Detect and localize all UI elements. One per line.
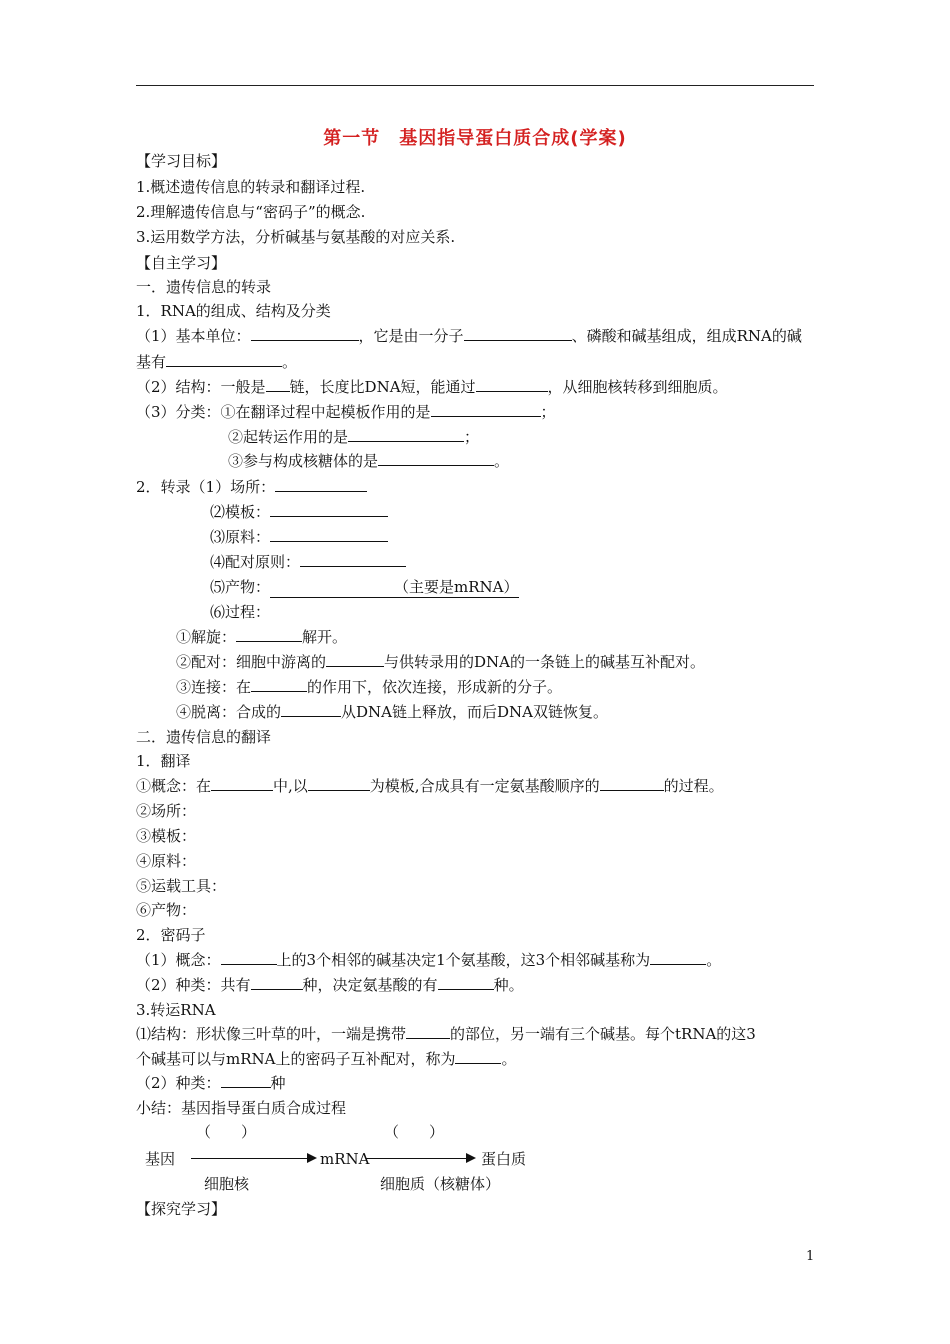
transcription-material [210, 527, 388, 547]
trans-place-label: 2．转录（1）场所： [136, 478, 276, 496]
goal-item-1: 1.概述遗传信息的转录和翻译过程. [136, 178, 366, 196]
concept-text: 中,以 [273, 777, 308, 795]
step4-text: 从DNA链上释放，而后DNA双链恢复。 [341, 703, 608, 721]
blank-field[interactable] [431, 402, 541, 417]
type-2-text: ②起转运作用的是 [228, 428, 349, 446]
transcription-product [210, 577, 519, 598]
transcription-rule [210, 552, 406, 572]
codon-concept [136, 950, 721, 970]
self-study-header: 【自主学习】 [136, 254, 227, 272]
blank-field[interactable] [455, 1049, 501, 1064]
blank-field[interactable] [378, 451, 494, 466]
flow-arrow-1 [191, 1158, 315, 1159]
goals-header: 【学习目标】 [136, 152, 227, 170]
blank-field[interactable] [326, 652, 384, 667]
concept-text: 为模板,合成具有一定氨基酸顺序的 [369, 777, 600, 795]
codon-kind-end: 种。 [493, 976, 524, 994]
flow-paren-2: （ ） [384, 1123, 445, 1141]
trans-rule-label: ⑷配对原则： [210, 553, 301, 571]
part1-title: 一．遗传信息的转录 [136, 278, 272, 296]
trna-structure-text: 个碱基可以与mRNA上的密码子互补配对，称为 [136, 1050, 456, 1068]
rna-title: 1．RNA的组成、结构及分类 [136, 302, 331, 320]
blank-field[interactable] [251, 326, 359, 341]
blank-field[interactable] [275, 477, 367, 492]
blank-field[interactable] [266, 377, 290, 392]
structure-text: 链，长度比DNA短，能通过 [289, 378, 476, 396]
trans-product-label: ⑸产物： [210, 578, 271, 596]
summary-title: 小结：基因指导蛋白质合成过程 [136, 1099, 347, 1117]
trna-structure-1 [136, 1024, 756, 1044]
blank-field[interactable] [251, 975, 303, 990]
blank-field[interactable] [438, 975, 494, 990]
blank-field[interactable] [600, 776, 664, 791]
translation-place: ②场所： [136, 802, 197, 820]
blank-field[interactable] [348, 427, 464, 442]
codon-kind-label: （2）种类：共有 [136, 976, 251, 994]
trans-product-note: （主要是mRNA） [270, 577, 518, 598]
step-release [176, 702, 608, 722]
blank-field[interactable] [211, 776, 273, 791]
rna-bases-line [136, 352, 297, 372]
codon-kind-text: 种，决定氨基酸的有 [302, 976, 438, 994]
blank-field[interactable] [166, 352, 282, 367]
flow-location-cytoplasm: 细胞质（核糖体） [380, 1175, 501, 1193]
step-pairing [176, 652, 705, 672]
explore-header: 【探究学习】 [136, 1200, 227, 1218]
rna-unit-label: （1）基本单位： [136, 327, 251, 345]
transcription-place [136, 477, 367, 497]
page-title: 第一节 基因指导蛋白质合成(学案) [323, 128, 627, 149]
flow-protein: 蛋白质 [481, 1150, 527, 1168]
trans-template-label: ⑵模板： [210, 503, 271, 521]
blank-field[interactable] [281, 702, 341, 717]
rna-type-2 [228, 427, 479, 447]
trna-title: 3.转运RNA [136, 1001, 216, 1019]
blank-field[interactable] [650, 950, 706, 965]
flow-mrna: mRNA [320, 1150, 370, 1168]
trna-kind-label: （2）种类： [136, 1074, 221, 1092]
rna-unit-line [136, 326, 802, 346]
rna-type-3 [228, 451, 509, 471]
goal-item-3: 3.运用数学方法，分析碱基与氨基酸的对应关系. [136, 228, 456, 246]
structure-text: ，从细胞核转移到细胞质。 [547, 378, 728, 396]
trna-kind-end: 种 [270, 1074, 286, 1092]
flow-paren-1: （ ） [196, 1123, 257, 1141]
blank-field[interactable] [300, 552, 406, 567]
type-1-text: （3）分类：①在翻译过程中起模板作用的是 [136, 403, 431, 421]
blank-field[interactable] [270, 527, 388, 542]
blank-field[interactable] [406, 1024, 450, 1039]
trna-structure-label: ⑴结构：形状像三叶草的叶，一端是携带 [136, 1025, 407, 1043]
type-3-text: ③参与构成核糖体的是 [228, 452, 379, 470]
trna-structure-end: 。 [501, 1050, 517, 1068]
blank-field[interactable] [270, 502, 388, 517]
type-1-end: ； [540, 403, 556, 421]
step-linking [176, 677, 562, 697]
concept-label: ①概念：在 [136, 777, 212, 795]
rna-bases-end: 。 [282, 353, 298, 371]
concept-end: 的过程。 [663, 777, 724, 795]
step3-label: ③连接：在 [176, 678, 252, 696]
codon-concept-text: 上的3个相邻的碱基决定1个氨基酸，这3个相邻碱基称为 [276, 951, 651, 969]
transcription-template [210, 502, 388, 522]
rna-structure-line [136, 377, 728, 397]
translation-template: ③模板： [136, 827, 197, 845]
flow-location-nucleus: 细胞核 [204, 1175, 250, 1193]
blank-field[interactable] [251, 677, 307, 692]
blank-field[interactable] [464, 326, 572, 341]
transcription-process: ⑹过程： [210, 603, 271, 621]
step1-text: 解开。 [302, 628, 348, 646]
blank-field[interactable] [221, 1073, 271, 1088]
step2-text: 与供转录用的DNA的一条链上的碱基互补配对。 [384, 653, 706, 671]
trna-kinds [136, 1073, 286, 1093]
translation-carrier: ⑤运载工具： [136, 877, 227, 895]
translation-product: ⑥产物： [136, 901, 197, 919]
structure-label: （2）结构：一般是 [136, 378, 266, 396]
step-unwind [176, 627, 347, 647]
rna-unit-text: ，它是由一分子 [358, 327, 464, 345]
trna-structure-text: 的部位，另一端有三个碱基。每个tRNA的这3 [450, 1025, 756, 1043]
trna-structure-2 [136, 1049, 517, 1069]
flow-arrow-2 [366, 1158, 474, 1159]
rna-bases-label: 基有 [136, 353, 167, 371]
header-rule [136, 85, 814, 86]
codon-kinds [136, 975, 524, 995]
step3-text: 的作用下，依次连接，形成新的分子。 [307, 678, 563, 696]
step2-label: ②配对：细胞中游离的 [176, 653, 327, 671]
step1-label: ①解旋： [176, 628, 237, 646]
page-number: 1 [806, 1249, 815, 1264]
type-2-end: ； [464, 428, 480, 446]
codon-concept-label: （1）概念： [136, 951, 221, 969]
rna-unit-text: 、磷酸和碱基组成，组成RNA的碱 [571, 327, 802, 345]
step4-label: ④脱离：合成的 [176, 703, 282, 721]
trans-material-label: ⑶原料： [210, 528, 271, 546]
part2-title: 二．遗传信息的翻译 [136, 728, 272, 746]
blank-field[interactable] [236, 627, 302, 642]
codon-concept-end: 。 [706, 951, 722, 969]
blank-field[interactable] [476, 377, 548, 392]
codon-title: 2．密码子 [136, 926, 206, 944]
flow-gene: 基因 [145, 1150, 176, 1168]
blank-field[interactable] [308, 776, 370, 791]
translation-title: 1．翻译 [136, 752, 191, 770]
rna-type-1 [136, 402, 556, 422]
goal-item-2: 2.理解遗传信息与“密码子”的概念. [136, 203, 366, 221]
translation-concept [136, 776, 724, 796]
type-3-end: 。 [494, 452, 510, 470]
translation-material: ④原料： [136, 852, 197, 870]
blank-field[interactable] [221, 950, 277, 965]
